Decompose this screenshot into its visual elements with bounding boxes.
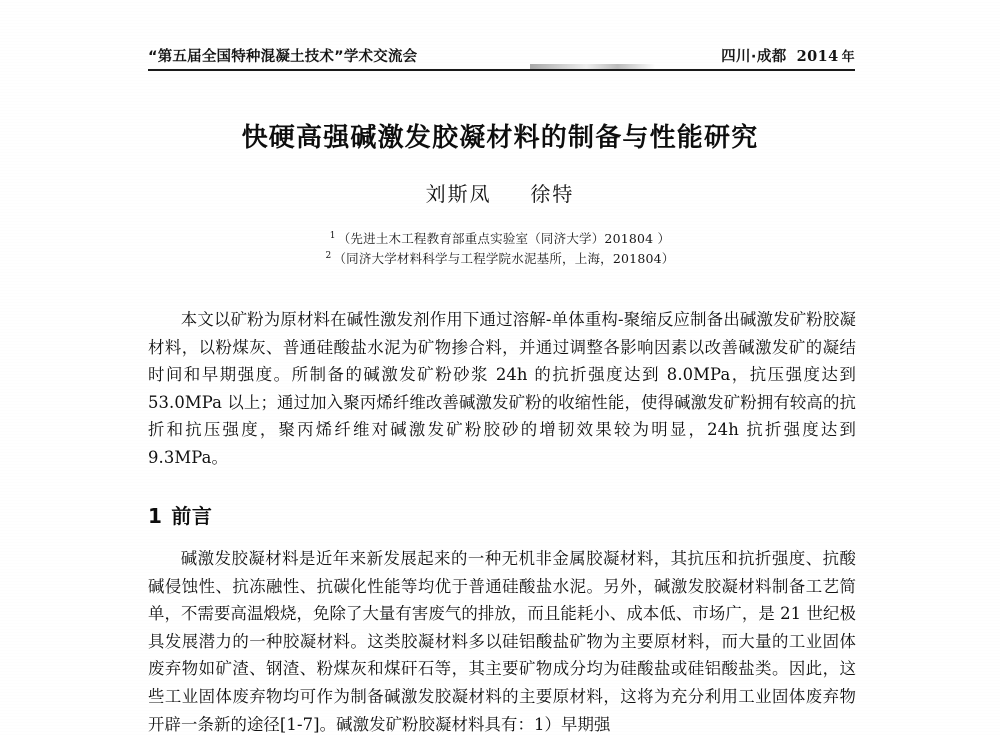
running-header-year-unit: 年 [841,50,855,65]
affiliation-2 [0,249,1000,267]
running-header-year: 2014 [796,48,839,65]
section-body-paragraph: 碱激发胶凝材料是近年来新发展起来的一种无机非金属胶凝材料，其抗压和抗折强度、抗酸碱侵蚀性、抗冻融性、抗碳化性能等均优于普通硅酸盐水泥。另外，碱激发胶凝材料制备工艺简单，不需要高温煅烧，免除了大量有害废气的排放，而且能耗小、成本低、市场广，是 21 世纪极具发展潜力的一种胶凝材料。这类胶凝材料多以硅铝酸盐矿物为主要原材料，而大量的工业固体废弃物如矿渣、钢渣、粉煤灰和煤矸石等，其主要矿物成分均为硅酸盐或硅铝酸盐类。因此，这些工业固体废弃物均可作为制备碱激发胶凝材料的主要原材料，这将为充分利用工业固体废弃物开辟一条新的途径[1-7]。碱激发矿粉胶凝材料具有：1）早期强 [148,549,856,734]
scan-artifact-smudge [530,64,655,69]
abstract-paragraph: 本文以矿粉为原材料在碱性激发剂作用下通过溶解-单体重构-聚缩反应制备出碱激发矿粉胶凝材料，以粉煤灰、普通硅酸盐水泥为矿物掺合料，并通过调整各影响因素以改善碱激发矿的凝结时间和早期强度。所制备的碱激发矿粉砂浆 24h 的抗折强度达到 8.0MPa，抗压强度达到 53.0MPa 以上；通过加入聚丙烯纤维改善碱激发矿粉的收缩性能，使得碱激发矿粉拥有较高的抗折和抗压强度，聚丙烯纤维对碱激发矿粉胶砂的增韧效果较为明显，24h 抗折强度达到 9.3MPa。 [148,310,856,467]
section-title: 前言 [171,504,213,528]
affiliation-text-2: （同济大学材料科学与工程学院水泥基所，上海，201804） [333,251,675,266]
author-list [0,178,1000,207]
author-name-2: 徐特 [530,182,575,206]
page-title: 快硬高强碱激发胶凝材料的制备与性能研究 [241,123,759,153]
affiliation-marker-1: 1 [329,230,336,241]
running-header-conference-title: “第五届全国特种混凝土技术”学术交流会 [148,49,418,65]
section-heading-1 [148,500,212,529]
affiliation-1 [0,229,1000,247]
section-number: 1 [148,504,163,528]
running-header-venue-date [721,45,855,66]
author-name-1: 刘斯凤 [425,182,492,206]
abstract-block [148,306,856,472]
running-header [148,40,855,66]
section-body-block [148,545,856,738]
header-divider-rule [148,69,855,71]
running-header-place: 四川·成都 [721,49,787,65]
affiliation-text-1: （先进土木工程教育部重点实验室（同济大学）201804 ） [337,231,671,246]
affiliation-marker-2: 2 [325,250,332,261]
